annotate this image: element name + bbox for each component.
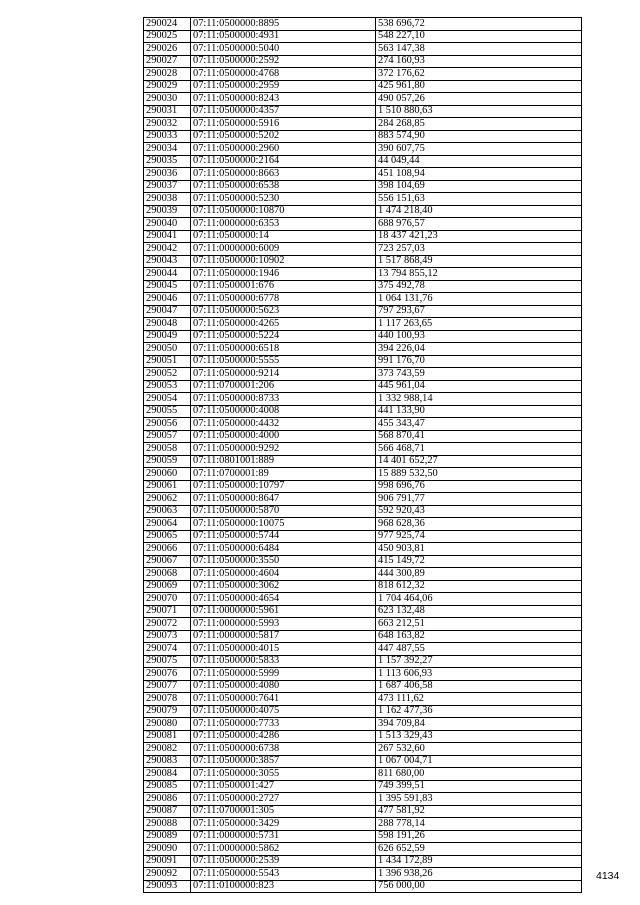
row-number-cell: 290043 bbox=[144, 255, 191, 268]
row-number-cell: 290028 bbox=[144, 68, 191, 81]
cadastral-value-cell: 284 268,85 bbox=[376, 118, 582, 131]
table-row bbox=[144, 368, 582, 381]
row-number-cell: 290093 bbox=[144, 880, 191, 893]
cadastral-number-cell: 07:11:0500000:3055 bbox=[191, 768, 376, 781]
row-number-cell: 290060 bbox=[144, 468, 191, 481]
row-number-cell: 290059 bbox=[144, 455, 191, 468]
table-row bbox=[144, 193, 582, 206]
table-row bbox=[144, 868, 582, 881]
cadastral-value-cell: 663 212,51 bbox=[376, 618, 582, 631]
table-row bbox=[144, 218, 582, 231]
cadastral-value-cell: 1 434 172,89 bbox=[376, 855, 582, 868]
table-row bbox=[144, 355, 582, 368]
cadastral-value-cell: 538 696,72 bbox=[376, 18, 582, 31]
row-number-cell: 290082 bbox=[144, 743, 191, 756]
cadastral-number-cell: 07:11:0500000:5916 bbox=[191, 118, 376, 131]
cadastral-value-cell: 267 532,60 bbox=[376, 743, 582, 756]
cadastral-number-cell: 07:11:0500000:8895 bbox=[191, 18, 376, 31]
cadastral-number-cell: 07:11:0100000:823 bbox=[191, 880, 376, 893]
cadastral-value-cell: 811 680,00 bbox=[376, 768, 582, 781]
row-number-cell: 290034 bbox=[144, 143, 191, 156]
table-row bbox=[144, 380, 582, 393]
cadastral-value-cell: 598 191,26 bbox=[376, 830, 582, 843]
cadastral-value-cell: 15 889 532,50 bbox=[376, 468, 582, 481]
cadastral-value-cell: 1 704 464,06 bbox=[376, 593, 582, 606]
cadastral-number-cell: 07:11:0500000:2960 bbox=[191, 143, 376, 156]
cadastral-value-cell: 288 778,14 bbox=[376, 818, 582, 831]
row-number-cell: 290077 bbox=[144, 680, 191, 693]
table-row bbox=[144, 68, 582, 81]
row-number-cell: 290087 bbox=[144, 805, 191, 818]
row-number-cell: 290063 bbox=[144, 505, 191, 518]
cadastral-number-cell: 07:11:0500000:4357 bbox=[191, 105, 376, 118]
row-number-cell: 290051 bbox=[144, 355, 191, 368]
row-number-cell: 290072 bbox=[144, 618, 191, 631]
cadastral-number-cell: 07:11:0500000:4286 bbox=[191, 730, 376, 743]
cadastral-number-cell: 07:11:0500000:7641 bbox=[191, 693, 376, 706]
table-row bbox=[144, 243, 582, 256]
cadastral-value-cell: 648 163,82 bbox=[376, 630, 582, 643]
row-number-cell: 290075 bbox=[144, 655, 191, 668]
row-number-cell: 290027 bbox=[144, 55, 191, 68]
cadastral-value-cell: 1 067 004,71 bbox=[376, 755, 582, 768]
row-number-cell: 290036 bbox=[144, 168, 191, 181]
row-number-cell: 290052 bbox=[144, 368, 191, 381]
row-number-cell: 290050 bbox=[144, 343, 191, 356]
row-number-cell: 290025 bbox=[144, 30, 191, 43]
table-row bbox=[144, 605, 582, 618]
cadastral-number-cell: 07:11:0500000:6738 bbox=[191, 743, 376, 756]
row-number-cell: 290089 bbox=[144, 830, 191, 843]
cadastral-value-cell: 477 581,92 bbox=[376, 805, 582, 818]
cadastral-value-cell: 1 474 218,40 bbox=[376, 205, 582, 218]
cadastral-value-cell: 1 113 606,93 bbox=[376, 668, 582, 681]
cadastral-number-cell: 07:11:0000000:5731 bbox=[191, 830, 376, 843]
cadastral-value-cell: 1 064 131,76 bbox=[376, 293, 582, 306]
table-row bbox=[144, 93, 582, 106]
table-row bbox=[144, 743, 582, 756]
row-number-cell: 290038 bbox=[144, 193, 191, 206]
cadastral-value-cell: 1 687 406,58 bbox=[376, 680, 582, 693]
cadastral-number-cell: 07:11:0500000:6518 bbox=[191, 343, 376, 356]
table-row bbox=[144, 880, 582, 893]
cadastral-value-cell: 883 574,90 bbox=[376, 130, 582, 143]
cadastral-number-cell: 07:11:0500000:6538 bbox=[191, 180, 376, 193]
row-number-cell: 290091 bbox=[144, 855, 191, 868]
cadastral-number-cell: 07:11:0500000:14 bbox=[191, 230, 376, 243]
cadastral-value-cell: 977 925,74 bbox=[376, 530, 582, 543]
cadastral-value-cell: 566 468,71 bbox=[376, 443, 582, 456]
cadastral-value-cell: 394 226,04 bbox=[376, 343, 582, 356]
cadastral-value-cell: 563 147,38 bbox=[376, 43, 582, 56]
cadastral-number-cell: 07:11:0000000:5817 bbox=[191, 630, 376, 643]
table-row bbox=[144, 468, 582, 481]
table-row bbox=[144, 830, 582, 843]
cadastral-number-cell: 07:11:0500000:6778 bbox=[191, 293, 376, 306]
table-row bbox=[144, 180, 582, 193]
table-row bbox=[144, 480, 582, 493]
row-number-cell: 290081 bbox=[144, 730, 191, 743]
table-row bbox=[144, 130, 582, 143]
row-number-cell: 290040 bbox=[144, 218, 191, 231]
cadastral-value-cell: 274 160,93 bbox=[376, 55, 582, 68]
cadastral-value-cell: 991 176,70 bbox=[376, 355, 582, 368]
page-number: 4134 bbox=[596, 870, 620, 882]
cadastral-value-cell: 818 612,32 bbox=[376, 580, 582, 593]
table-row bbox=[144, 793, 582, 806]
cadastral-number-cell: 07:11:0500000:2592 bbox=[191, 55, 376, 68]
table-row bbox=[144, 268, 582, 281]
cadastral-value-cell: 756 000,00 bbox=[376, 880, 582, 893]
row-number-cell: 290078 bbox=[144, 693, 191, 706]
table-row bbox=[144, 280, 582, 293]
cadastral-number-cell: 07:11:0500000:10870 bbox=[191, 205, 376, 218]
cadastral-value-cell: 1 157 392,27 bbox=[376, 655, 582, 668]
cadastral-number-cell: 07:11:0500000:10902 bbox=[191, 255, 376, 268]
table-row bbox=[144, 455, 582, 468]
row-number-cell: 290037 bbox=[144, 180, 191, 193]
table-row bbox=[144, 655, 582, 668]
table-body bbox=[144, 18, 582, 893]
row-number-cell: 290029 bbox=[144, 80, 191, 93]
row-number-cell: 290086 bbox=[144, 793, 191, 806]
cadastral-number-cell: 07:11:0500000:1946 bbox=[191, 268, 376, 281]
row-number-cell: 290058 bbox=[144, 443, 191, 456]
cadastral-value-cell: 415 149,72 bbox=[376, 555, 582, 568]
table-row bbox=[144, 768, 582, 781]
cadastral-value-cell: 394 709,84 bbox=[376, 718, 582, 731]
table-row bbox=[144, 855, 582, 868]
cadastral-number-cell: 07:11:0500000:10075 bbox=[191, 518, 376, 531]
row-number-cell: 290030 bbox=[144, 93, 191, 106]
cadastral-number-cell: 07:11:0500000:8647 bbox=[191, 493, 376, 506]
row-number-cell: 290076 bbox=[144, 668, 191, 681]
cadastral-value-cell: 1 517 868,49 bbox=[376, 255, 582, 268]
row-number-cell: 290067 bbox=[144, 555, 191, 568]
table-row bbox=[144, 43, 582, 56]
table-row bbox=[144, 305, 582, 318]
table-row bbox=[144, 205, 582, 218]
cadastral-number-cell: 07:11:0500000:8663 bbox=[191, 168, 376, 181]
row-number-cell: 290092 bbox=[144, 868, 191, 881]
cadastral-value-cell: 1 117 263,65 bbox=[376, 318, 582, 331]
cadastral-value-cell: 592 920,43 bbox=[376, 505, 582, 518]
cadastral-number-cell: 07:11:0500000:8733 bbox=[191, 393, 376, 406]
table-row bbox=[144, 493, 582, 506]
cadastral-number-cell: 07:11:0500000:9292 bbox=[191, 443, 376, 456]
table-row bbox=[144, 543, 582, 556]
table-row bbox=[144, 693, 582, 706]
cadastral-value-cell: 455 343,47 bbox=[376, 418, 582, 431]
row-number-cell: 290031 bbox=[144, 105, 191, 118]
cadastral-number-cell: 07:11:0500000:5040 bbox=[191, 43, 376, 56]
cadastral-number-cell: 07:11:0500000:2959 bbox=[191, 80, 376, 93]
row-number-cell: 290053 bbox=[144, 380, 191, 393]
table-row bbox=[144, 643, 582, 656]
cadastral-number-cell: 07:11:0500000:4931 bbox=[191, 30, 376, 43]
cadastral-number-cell: 07:11:0500000:4000 bbox=[191, 430, 376, 443]
row-number-cell: 290083 bbox=[144, 755, 191, 768]
cadastral-number-cell: 07:11:0500000:3062 bbox=[191, 580, 376, 593]
table-row bbox=[144, 393, 582, 406]
table-row bbox=[144, 730, 582, 743]
cadastral-number-cell: 07:11:0000000:5961 bbox=[191, 605, 376, 618]
table-row bbox=[144, 755, 582, 768]
table-row bbox=[144, 630, 582, 643]
row-number-cell: 290074 bbox=[144, 643, 191, 656]
cadastral-number-cell: 07:11:0500000:4768 bbox=[191, 68, 376, 81]
cadastral-value-cell: 1 332 988,14 bbox=[376, 393, 582, 406]
cadastral-value-cell: 548 227,10 bbox=[376, 30, 582, 43]
cadastral-number-cell: 07:11:0500000:9214 bbox=[191, 368, 376, 381]
cadastral-number-cell: 07:11:0500000:5623 bbox=[191, 305, 376, 318]
cadastral-number-cell: 07:11:0500000:10797 bbox=[191, 480, 376, 493]
cadastral-number-cell: 07:11:0700001:89 bbox=[191, 468, 376, 481]
row-number-cell: 290047 bbox=[144, 305, 191, 318]
cadastral-number-cell: 07:11:0500000:4604 bbox=[191, 568, 376, 581]
row-number-cell: 290032 bbox=[144, 118, 191, 131]
cadastral-value-cell: 490 057,26 bbox=[376, 93, 582, 106]
cadastral-number-cell: 07:11:0500000:5744 bbox=[191, 530, 376, 543]
cadastral-number-cell: 07:11:0500000:8243 bbox=[191, 93, 376, 106]
cadastral-value-cell: 372 176,62 bbox=[376, 68, 582, 81]
cadastral-value-cell: 1 513 329,43 bbox=[376, 730, 582, 743]
cadastral-number-cell: 07:11:0500000:2164 bbox=[191, 155, 376, 168]
cadastral-number-cell: 07:11:0000000:6009 bbox=[191, 243, 376, 256]
row-number-cell: 290056 bbox=[144, 418, 191, 431]
cadastral-number-cell: 07:11:0700001:305 bbox=[191, 805, 376, 818]
cadastral-value-cell: 445 961,04 bbox=[376, 380, 582, 393]
table-row bbox=[144, 318, 582, 331]
table-row bbox=[144, 155, 582, 168]
cadastral-value-cell: 568 870,41 bbox=[376, 430, 582, 443]
cadastral-value-cell: 444 300,89 bbox=[376, 568, 582, 581]
table-row bbox=[144, 343, 582, 356]
table-row bbox=[144, 443, 582, 456]
row-number-cell: 290080 bbox=[144, 718, 191, 731]
cadastral-value-cell: 398 104,69 bbox=[376, 180, 582, 193]
cadastral-number-cell: 07:11:0000000:5862 bbox=[191, 843, 376, 856]
row-number-cell: 290073 bbox=[144, 630, 191, 643]
row-number-cell: 290026 bbox=[144, 43, 191, 56]
table-row bbox=[144, 430, 582, 443]
cadastral-number-cell: 07:11:0500000:2727 bbox=[191, 793, 376, 806]
cadastral-value-cell: 44 049,44 bbox=[376, 155, 582, 168]
row-number-cell: 290057 bbox=[144, 430, 191, 443]
cadastral-number-cell: 07:11:0500000:5230 bbox=[191, 193, 376, 206]
cadastral-number-cell: 07:11:0500000:4015 bbox=[191, 643, 376, 656]
table-row bbox=[144, 668, 582, 681]
table-row bbox=[144, 230, 582, 243]
table-row bbox=[144, 780, 582, 793]
cadastral-value-cell: 797 293,67 bbox=[376, 305, 582, 318]
cadastral-number-cell: 07:11:0500000:5543 bbox=[191, 868, 376, 881]
cadastral-value-cell: 623 132,48 bbox=[376, 605, 582, 618]
table-row bbox=[144, 293, 582, 306]
table-row bbox=[144, 593, 582, 606]
cadastral-value-cell: 906 791,77 bbox=[376, 493, 582, 506]
cadastral-number-cell: 07:11:0500000:4080 bbox=[191, 680, 376, 693]
row-number-cell: 290079 bbox=[144, 705, 191, 718]
cadastral-value-cell: 441 133,90 bbox=[376, 405, 582, 418]
row-number-cell: 290064 bbox=[144, 518, 191, 531]
cadastral-value-cell: 14 401 652,27 bbox=[376, 455, 582, 468]
cadastral-number-cell: 07:11:0500000:3857 bbox=[191, 755, 376, 768]
cadastral-number-cell: 07:11:0500000:5833 bbox=[191, 655, 376, 668]
row-number-cell: 290090 bbox=[144, 843, 191, 856]
cadastral-number-cell: 07:11:0000000:6353 bbox=[191, 218, 376, 231]
cadastral-number-cell: 07:11:0500000:3429 bbox=[191, 818, 376, 831]
cadastral-value-cell: 18 437 421,23 bbox=[376, 230, 582, 243]
table-row bbox=[144, 818, 582, 831]
table-row bbox=[144, 330, 582, 343]
cadastral-number-cell: 07:11:0500000:5202 bbox=[191, 130, 376, 143]
table-row bbox=[144, 118, 582, 131]
cadastral-number-cell: 07:11:0500000:4265 bbox=[191, 318, 376, 331]
row-number-cell: 290041 bbox=[144, 230, 191, 243]
row-number-cell: 290024 bbox=[144, 18, 191, 31]
cadastral-value-cell: 749 399,51 bbox=[376, 780, 582, 793]
cadastral-number-cell: 07:11:0801001:889 bbox=[191, 455, 376, 468]
table-row bbox=[144, 418, 582, 431]
row-number-cell: 290048 bbox=[144, 318, 191, 331]
cadastral-value-cell: 688 976,57 bbox=[376, 218, 582, 231]
row-number-cell: 290065 bbox=[144, 530, 191, 543]
cadastral-number-cell: 07:11:0500000:3550 bbox=[191, 555, 376, 568]
cadastral-value-cell: 626 652,59 bbox=[376, 843, 582, 856]
row-number-cell: 290042 bbox=[144, 243, 191, 256]
cadastral-number-cell: 07:11:0500000:7733 bbox=[191, 718, 376, 731]
table-row bbox=[144, 80, 582, 93]
table-row bbox=[144, 18, 582, 31]
row-number-cell: 290039 bbox=[144, 205, 191, 218]
table-row bbox=[144, 568, 582, 581]
table-row bbox=[144, 843, 582, 856]
cadastral-value-cell: 723 257,03 bbox=[376, 243, 582, 256]
table-row bbox=[144, 143, 582, 156]
cadastral-value-cell: 425 961,80 bbox=[376, 80, 582, 93]
cadastral-value-cell: 373 743,59 bbox=[376, 368, 582, 381]
cadastral-number-cell: 07:11:0500001:676 bbox=[191, 280, 376, 293]
table-row bbox=[144, 718, 582, 731]
cadastral-value-cell: 1 396 938,26 bbox=[376, 868, 582, 881]
table-row bbox=[144, 505, 582, 518]
row-number-cell: 290066 bbox=[144, 543, 191, 556]
row-number-cell: 290045 bbox=[144, 280, 191, 293]
table-row bbox=[144, 105, 582, 118]
cadastral-value-cell: 390 607,75 bbox=[376, 143, 582, 156]
cadastral-value-cell: 473 111,62 bbox=[376, 693, 582, 706]
cadastral-number-cell: 07:11:0500000:2539 bbox=[191, 855, 376, 868]
cadastral-number-cell: 07:11:0500000:5870 bbox=[191, 505, 376, 518]
cadastral-number-cell: 07:11:0700001:206 bbox=[191, 380, 376, 393]
cadastral-value-table bbox=[143, 17, 582, 893]
cadastral-number-cell: 07:11:0500000:5555 bbox=[191, 355, 376, 368]
row-number-cell: 290062 bbox=[144, 493, 191, 506]
table-row bbox=[144, 555, 582, 568]
table-row bbox=[144, 680, 582, 693]
row-number-cell: 290044 bbox=[144, 268, 191, 281]
cadastral-value-cell: 1 510 880,63 bbox=[376, 105, 582, 118]
row-number-cell: 290088 bbox=[144, 818, 191, 831]
row-number-cell: 290061 bbox=[144, 480, 191, 493]
row-number-cell: 290071 bbox=[144, 605, 191, 618]
table-row bbox=[144, 255, 582, 268]
row-number-cell: 290084 bbox=[144, 768, 191, 781]
table-row bbox=[144, 405, 582, 418]
row-number-cell: 290068 bbox=[144, 568, 191, 581]
cadastral-number-cell: 07:11:0500000:4432 bbox=[191, 418, 376, 431]
cadastral-number-cell: 07:11:0500000:5999 bbox=[191, 668, 376, 681]
table-row bbox=[144, 705, 582, 718]
cadastral-number-cell: 07:11:0500000:6484 bbox=[191, 543, 376, 556]
cadastral-value-cell: 998 696,76 bbox=[376, 480, 582, 493]
cadastral-value-cell: 1 395 591,83 bbox=[376, 793, 582, 806]
cadastral-value-cell: 556 151,63 bbox=[376, 193, 582, 206]
row-number-cell: 290033 bbox=[144, 130, 191, 143]
table-row bbox=[144, 618, 582, 631]
row-number-cell: 290069 bbox=[144, 580, 191, 593]
cadastral-number-cell: 07:11:0500000:4075 bbox=[191, 705, 376, 718]
table-row bbox=[144, 30, 582, 43]
cadastral-number-cell: 07:11:0500000:4654 bbox=[191, 593, 376, 606]
cadastral-number-cell: 07:11:0500000:4008 bbox=[191, 405, 376, 418]
table-row bbox=[144, 805, 582, 818]
row-number-cell: 290055 bbox=[144, 405, 191, 418]
row-number-cell: 290070 bbox=[144, 593, 191, 606]
table-row bbox=[144, 580, 582, 593]
cadastral-number-cell: 07:11:0500001:427 bbox=[191, 780, 376, 793]
row-number-cell: 290054 bbox=[144, 393, 191, 406]
table-row bbox=[144, 518, 582, 531]
cadastral-value-cell: 375 492,78 bbox=[376, 280, 582, 293]
cadastral-number-cell: 07:11:0000000:5993 bbox=[191, 618, 376, 631]
row-number-cell: 290049 bbox=[144, 330, 191, 343]
cadastral-value-cell: 451 108,94 bbox=[376, 168, 582, 181]
cadastral-value-cell: 968 628,36 bbox=[376, 518, 582, 531]
table-row bbox=[144, 55, 582, 68]
table-row bbox=[144, 168, 582, 181]
cadastral-value-cell: 13 794 855,12 bbox=[376, 268, 582, 281]
row-number-cell: 290046 bbox=[144, 293, 191, 306]
row-number-cell: 290035 bbox=[144, 155, 191, 168]
cadastral-value-cell: 447 487,55 bbox=[376, 643, 582, 656]
cadastral-value-cell: 450 903,81 bbox=[376, 543, 582, 556]
row-number-cell: 290085 bbox=[144, 780, 191, 793]
cadastral-value-cell: 1 162 477,36 bbox=[376, 705, 582, 718]
cadastral-value-cell: 440 100,93 bbox=[376, 330, 582, 343]
table-row bbox=[144, 530, 582, 543]
cadastral-number-cell: 07:11:0500000:5224 bbox=[191, 330, 376, 343]
